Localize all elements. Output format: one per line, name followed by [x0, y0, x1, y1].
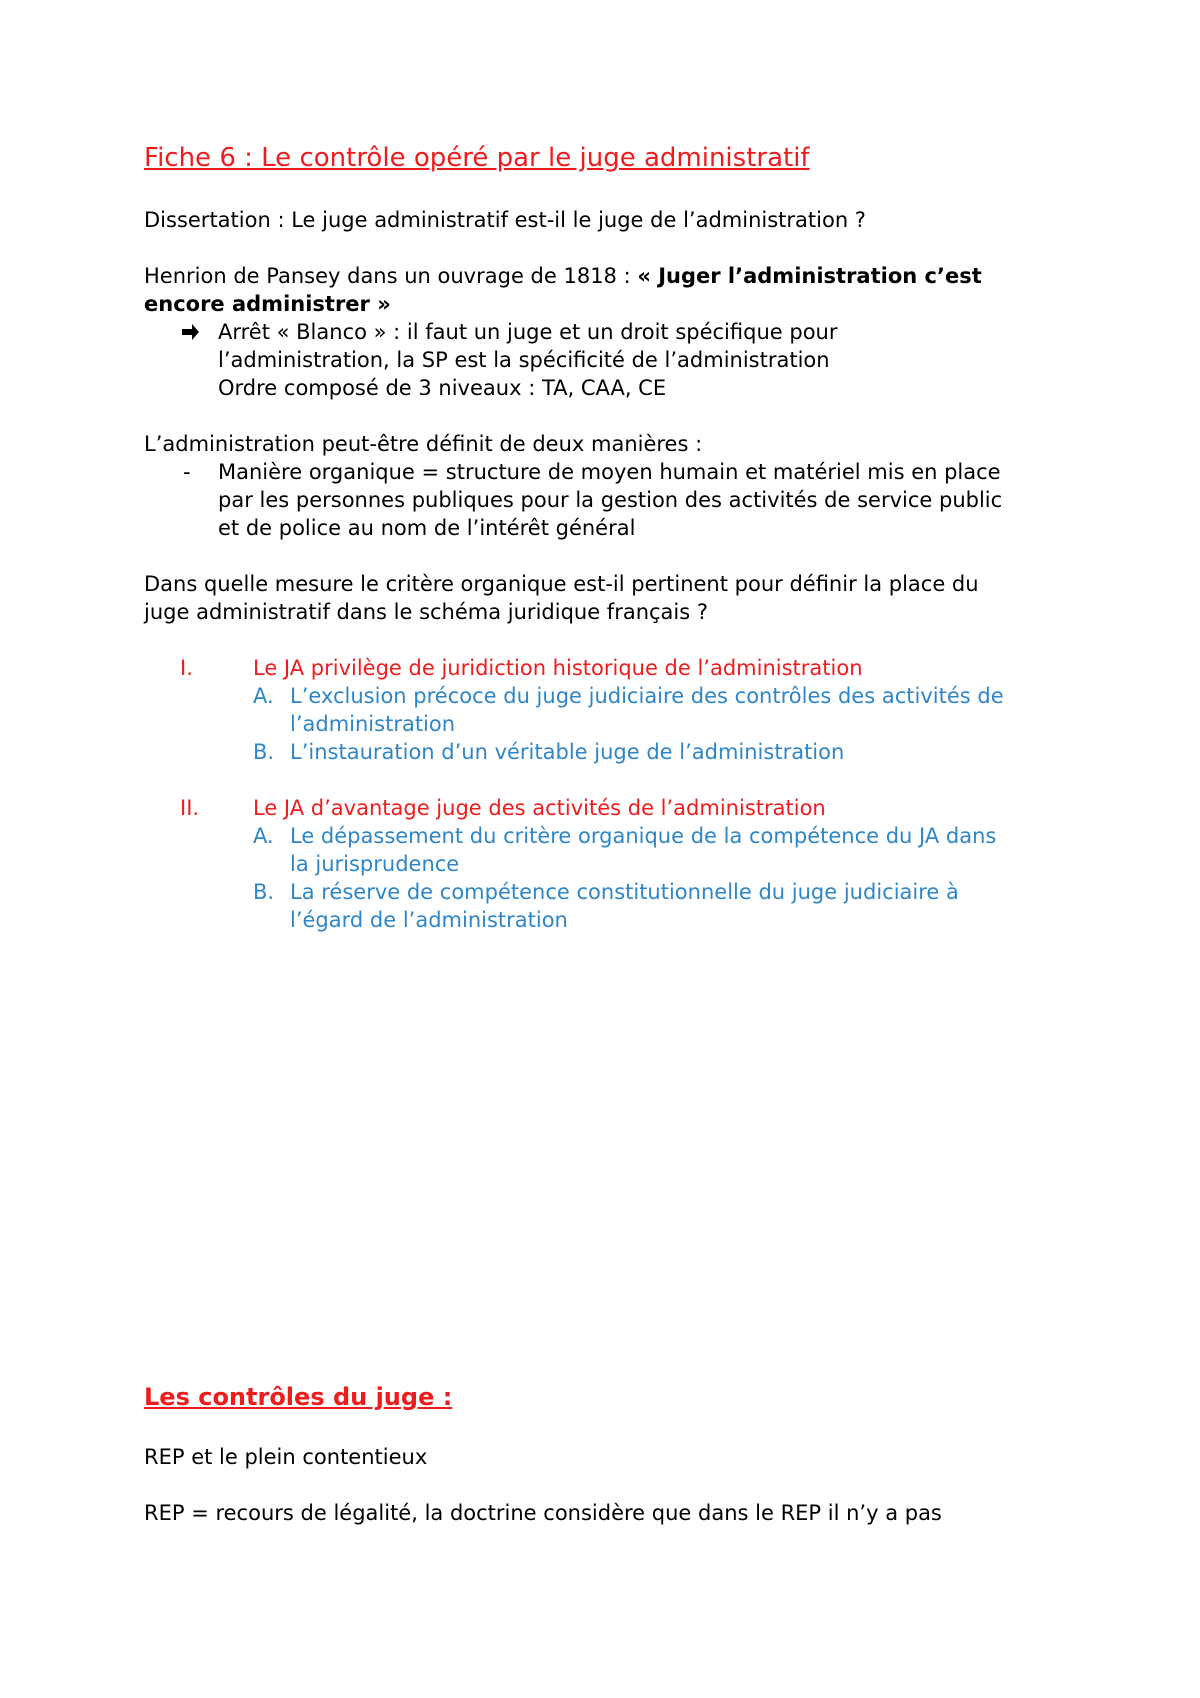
plan-part1-a-line-2: l’administration [290, 712, 456, 736]
quote-bold-part2: encore administrer » [144, 292, 391, 316]
plan-part2-number: II. [180, 796, 200, 820]
plan-part2-a-number: A. [253, 824, 274, 848]
arrow-right-icon [180, 318, 200, 346]
plan-part2-b-line-1: La réserve de compétence constitutionnelle du juge judiciaire à [290, 880, 959, 904]
plan-part1-label: Le JA privilège de juridiction historique de l’administration [253, 656, 863, 680]
definition-line-2: par les personnes publiques pour la gestion des activités de service public [218, 488, 1003, 512]
plan-part2-label: Le JA d’avantage juge des activités de l’administration [253, 796, 826, 820]
quote-intro: Henrion de Pansey dans un ouvrage de 1818 : [144, 264, 638, 288]
plan-part1-number: I. [180, 656, 193, 680]
arrow-item-line-2: l’administration, la SP est la spécificité de l’administration [218, 348, 830, 372]
dissertation-line: Dissertation : Le juge administratif est-il le juge de l’administration ? [144, 208, 866, 232]
problem-line-2: juge administratif dans le schéma juridique français ? [144, 600, 709, 624]
document-title: Fiche 6 : Le contrôle opéré par le juge administratif [144, 143, 810, 173]
controls-line-1: REP et le plein contentieux [144, 1445, 428, 1469]
definition-intro: L’administration peut-être définit de deux manières : [144, 432, 703, 456]
arrow-item-line-1: Arrêt « Blanco » : il faut un juge et un droit spécifique pour [218, 320, 838, 344]
plan-part1-b-number: B. [253, 740, 275, 764]
controls-title: Les contrôles du juge : [144, 1383, 453, 1411]
definition-line-1: Manière organique = structure de moyen humain et matériel mis en place [218, 460, 1001, 484]
definition-line-3: et de police au nom de l’intérêt général [218, 516, 636, 540]
dash-bullet: - [183, 460, 191, 484]
quote-bold-part1: « Juger l’administration c’est [637, 264, 982, 288]
plan-part1-a-line-1: L’exclusion précoce du juge judiciaire des contrôles des activités de [290, 684, 1004, 708]
plan-part1-a-number: A. [253, 684, 274, 708]
arrow-item-line-3: Ordre composé de 3 niveaux : TA, CAA, CE [218, 376, 667, 400]
plan-part2-a-line-1: Le dépassement du critère organique de la compétence du JA dans [290, 824, 997, 848]
plan-part2-b-number: B. [253, 880, 275, 904]
plan-part2-b-line-2: l’égard de l’administration [290, 908, 568, 932]
problem-line-1: Dans quelle mesure le critère organique est-il pertinent pour définir la place du [144, 572, 979, 596]
plan-part1-b-line-1: L’instauration d’un véritable juge de l’administration [290, 740, 845, 764]
controls-line-2: REP = recours de légalité, la doctrine considère que dans le REP il n’y a pas [144, 1501, 942, 1525]
quote-line-1 [144, 262, 982, 290]
plan-part2-a-line-2: la jurisprudence [290, 852, 460, 876]
